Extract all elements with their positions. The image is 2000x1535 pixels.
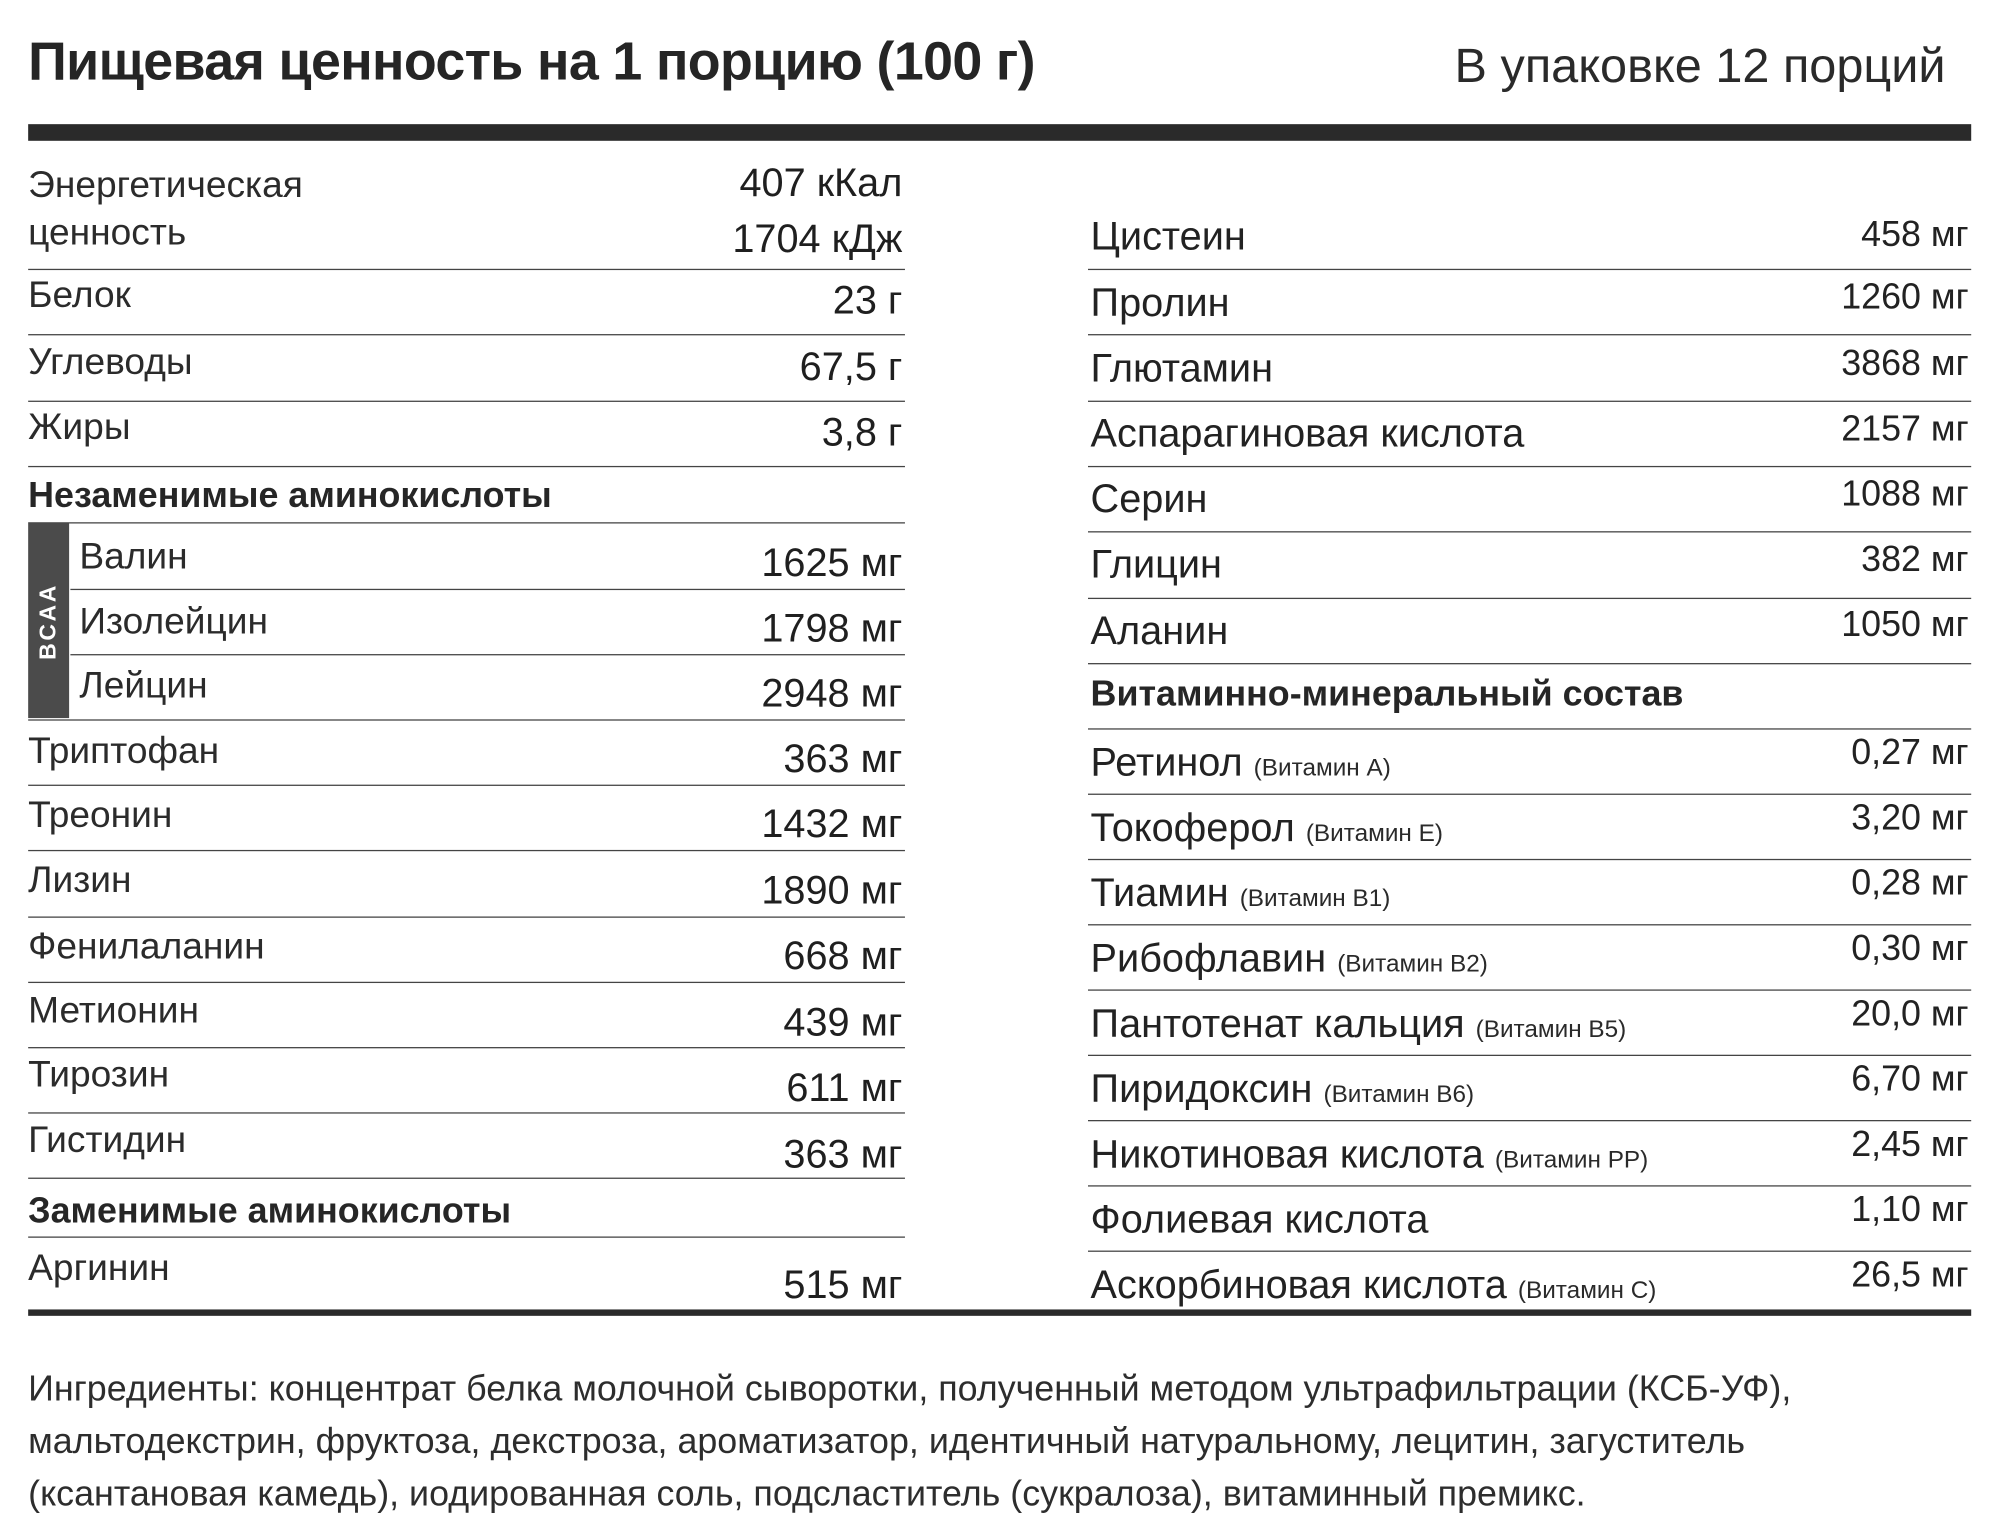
- vitamin-row-label: [1090, 739, 1391, 785]
- ingredients-line-3: (ксантановая камедь), иодированная соль, подсластитель (сукралоза), витаминный премикс.: [28, 1473, 1586, 1513]
- essential-row-label: Триптофан: [28, 730, 220, 772]
- vitamin-name: Пантотенат кальция: [1090, 1000, 1465, 1046]
- vitamin-note: (Витамин В1): [1239, 885, 1391, 913]
- vitamin-note: (Витамин РР): [1494, 1146, 1649, 1174]
- vitamin-note: (Витамин В2): [1337, 951, 1488, 978]
- left-row-label: Белок: [28, 275, 131, 317]
- vitamin-row-label: [1090, 935, 1488, 981]
- row-divider: [1088, 269, 1971, 270]
- row-divider: [70, 589, 905, 590]
- bcaa-tag-label: BCAA: [35, 582, 61, 660]
- row-divider: [28, 401, 905, 402]
- row-divider: [28, 466, 905, 467]
- essential-row-value: 1890 мг: [761, 867, 903, 913]
- amino-row-label: Аланин: [1090, 608, 1229, 653]
- vitamin-note: (Витамин В6): [1323, 1081, 1475, 1109]
- vitamin-note: (Витамин В5): [1475, 1016, 1627, 1044]
- amino-row-value: 3868 мг: [1841, 343, 1969, 383]
- bottom-divider: [28, 1309, 1971, 1315]
- bcaa-row-value: 1625 мг: [761, 540, 903, 585]
- page-title: Пищевая ценность на 1 порцию (100 г): [28, 30, 1035, 91]
- vitamin-row-label: [1090, 1000, 1627, 1046]
- row-divider: [1088, 989, 1971, 990]
- vitamin-section-title: Витаминно-минеральный состав: [1090, 673, 1684, 713]
- row-divider: [28, 522, 905, 523]
- amino-row-label: Пролин: [1090, 280, 1230, 326]
- row-divider: [1088, 1251, 1971, 1252]
- row-divider: [1088, 859, 1971, 860]
- servings-per-package: В упаковке 12 порций: [1454, 39, 1946, 94]
- amino-row-label: Глицин: [1090, 541, 1222, 587]
- vitamin-note: (Витамин Е): [1305, 820, 1443, 848]
- essential-amino-title: Незаменимые аминокислоты: [28, 474, 552, 515]
- vitamin-name: Никотиновая кислота: [1090, 1131, 1484, 1177]
- row-divider: [28, 916, 905, 917]
- row-divider: [1088, 1055, 1971, 1056]
- essential-row-label: Лизин: [28, 860, 132, 902]
- row-divider: [28, 719, 905, 720]
- vitamin-row-label: [1090, 1196, 1429, 1242]
- nonessential-row-label: Аргинин: [28, 1248, 170, 1289]
- vitamin-row-label: [1090, 1262, 1657, 1307]
- bcaa-row-label: Лейцин: [79, 665, 208, 707]
- top-divider: [28, 124, 1971, 141]
- row-divider: [28, 982, 905, 983]
- row-divider: [1088, 598, 1971, 599]
- essential-row-label: Гистидин: [28, 1120, 187, 1161]
- amino-row-value: 458 мг: [1861, 213, 1969, 254]
- amino-row-label: Цистеин: [1090, 213, 1246, 259]
- vitamin-name: Токоферол: [1090, 805, 1295, 850]
- ingredients-line-2: мальтодекстрин, фруктоза, декстроза, ароматизатор, идентичный натуральному, лецитин, загуститель: [28, 1420, 1746, 1461]
- left-row-label: Углеводы: [28, 341, 193, 383]
- ingredients-line-1: Ингредиенты: концентрат белка молочной сыворотки, полученный методом ультрафильтрации (КСБ-УФ),: [28, 1368, 1792, 1408]
- row-divider: [1088, 1120, 1971, 1121]
- essential-row-label: Метионин: [28, 990, 200, 1032]
- nonessential-amino-title: Заменимые аминокислоты: [28, 1190, 512, 1231]
- vitamin-row-value: 26,5 мг: [1851, 1254, 1969, 1295]
- bcaa-row-value: 1798 мг: [761, 605, 903, 651]
- row-divider: [28, 1112, 905, 1113]
- nonessential-row-value: 515 мг: [783, 1262, 903, 1307]
- essential-row-value: 1432 мг: [761, 801, 903, 847]
- vitamin-row-value: 0,30 мг: [1851, 928, 1969, 968]
- row-divider: [1088, 531, 1971, 532]
- row-divider: [1088, 924, 1971, 925]
- row-divider: [28, 269, 905, 270]
- vitamin-note: (Витамин А): [1253, 755, 1391, 783]
- row-divider: [70, 654, 905, 655]
- essential-row-value: 668 мг: [783, 933, 903, 978]
- vitamin-row-label: [1090, 1066, 1475, 1112]
- vitamin-row-label: [1090, 805, 1443, 850]
- row-divider: [1088, 466, 1971, 467]
- amino-row-value: 1088 мг: [1841, 473, 1969, 514]
- bcaa-row-value: 2948 мг: [761, 670, 903, 716]
- row-divider: [28, 785, 905, 786]
- essential-row-label: Треонин: [28, 794, 173, 836]
- vitamin-name: Тиамин: [1090, 870, 1229, 916]
- vitamin-row-value: 3,20 мг: [1851, 797, 1969, 838]
- row-divider: [1088, 663, 1971, 664]
- amino-row-label: Глютамин: [1090, 345, 1274, 391]
- vitamin-row-label: [1090, 870, 1391, 916]
- left-row-label: Жиры: [28, 407, 131, 448]
- vitamin-name: Рибофлавин: [1090, 935, 1327, 981]
- row-divider: [28, 1047, 905, 1048]
- energy-kj-value: 1704 кДж: [732, 216, 903, 262]
- amino-row-label: Аспарагиновая кислота: [1090, 410, 1525, 456]
- row-divider: [28, 1236, 905, 1237]
- vitamin-name: Аскорбиновая кислота: [1090, 1262, 1507, 1307]
- amino-row-value: 1050 мг: [1841, 604, 1969, 644]
- vitamin-row-value: 2,45 мг: [1851, 1123, 1969, 1164]
- amino-row-value: 2157 мг: [1841, 408, 1969, 448]
- row-divider: [28, 1178, 905, 1179]
- essential-row-label: Тирозин: [28, 1054, 170, 1096]
- left-row-value: 3,8 г: [821, 409, 903, 455]
- bcaa-tag: [28, 524, 69, 719]
- vitamin-row-value: 6,70 мг: [1851, 1058, 1969, 1099]
- amino-row-value: 1260 мг: [1841, 276, 1969, 317]
- vitamin-note: (Витамин С): [1517, 1277, 1657, 1305]
- vitamin-row-label: [1090, 1131, 1649, 1177]
- vitamin-name: Пиридоксин: [1090, 1066, 1313, 1112]
- essential-row-value: 363 мг: [783, 736, 903, 781]
- energy-label-line1: Энергетическая: [28, 165, 303, 207]
- vitamin-row-value: 20,0 мг: [1851, 993, 1969, 1033]
- bcaa-row-label: Валин: [79, 536, 188, 578]
- essential-row-value: 439 мг: [783, 999, 903, 1045]
- vitamin-row-value: 0,27 мг: [1851, 732, 1969, 772]
- essential-row-value: 611 мг: [786, 1064, 903, 1110]
- vitamin-name: Фолиевая кислота: [1090, 1196, 1429, 1242]
- amino-row-label: Серин: [1090, 476, 1208, 521]
- vitamin-row-value: 0,28 мг: [1851, 862, 1969, 903]
- row-divider: [1088, 334, 1971, 335]
- amino-row-value: 382 мг: [1861, 538, 1969, 579]
- left-row-value: 67,5 г: [799, 344, 903, 390]
- row-divider: [1088, 1185, 1971, 1186]
- energy-kcal-value: 407 кКал: [739, 160, 903, 205]
- bcaa-row-label: Изолейцин: [79, 601, 269, 643]
- left-row-value: 23 г: [832, 277, 903, 323]
- row-divider: [28, 850, 905, 851]
- row-divider: [1088, 728, 1971, 729]
- vitamin-row-value: 1,10 мг: [1851, 1189, 1969, 1229]
- row-divider: [28, 334, 905, 335]
- essential-row-label: Фенилаланин: [28, 926, 265, 968]
- row-divider: [1088, 794, 1971, 795]
- vitamin-name: Ретинол: [1090, 739, 1243, 785]
- essential-row-value: 363 мг: [783, 1131, 903, 1177]
- row-divider: [1088, 401, 1971, 402]
- energy-label-line2: ценность: [28, 212, 187, 254]
